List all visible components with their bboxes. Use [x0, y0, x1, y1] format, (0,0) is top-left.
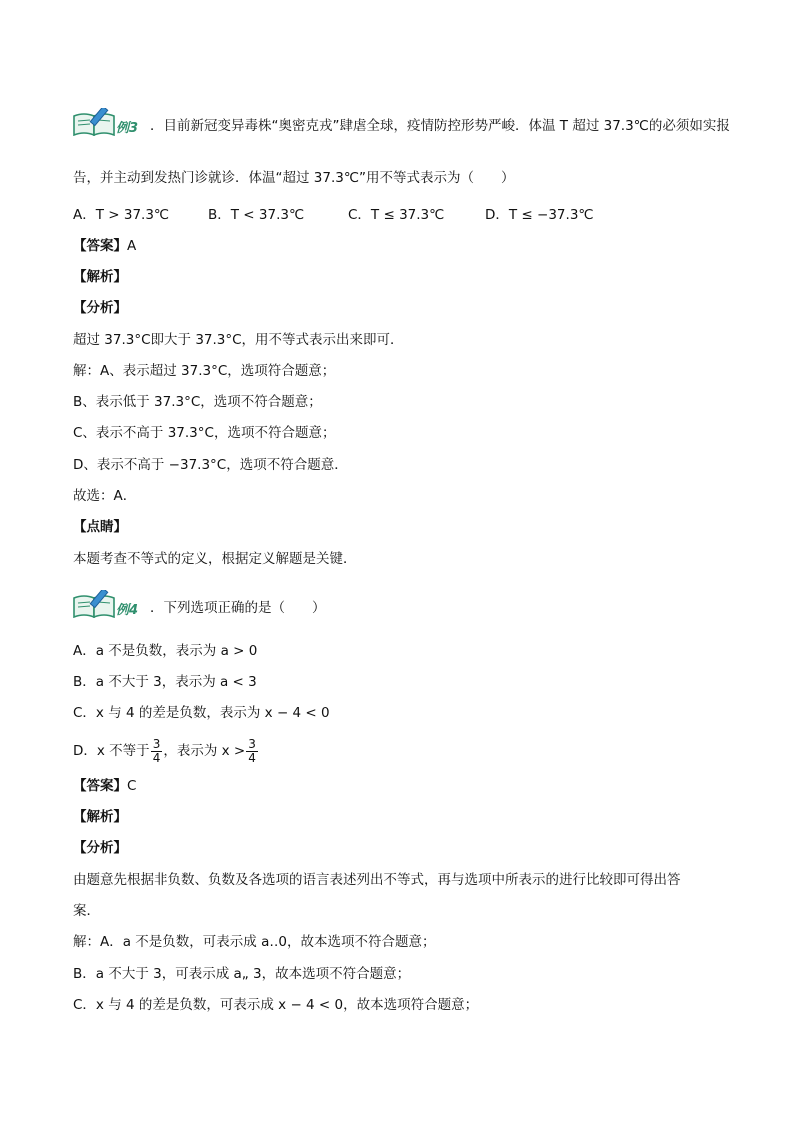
answer-line [73, 236, 136, 256]
fenxi-heading: 【分析】 [73, 840, 127, 856]
fraction-denominator: 4 [248, 750, 256, 765]
example-badge [72, 588, 139, 618]
analysis-heading: 【解析】 [73, 269, 127, 285]
solution-line: C、表示不高于 37.3°C，选项不符合题意； [73, 425, 336, 441]
fraction-numerator: 3 [248, 736, 256, 751]
dianjing-text: 本题考查不等式的定义，根据定义解题是关键． [73, 551, 357, 567]
solution-line: B．a 不大于 3，可表示成 a„ 3，故本选项不符合题意； [73, 966, 411, 982]
question-text: ．目前新冠变异毒株“奥密克戎”肆虐全球，疫情防控形势严峻．体温 T 超过 37.3℃的必须如实报 [150, 118, 730, 134]
option-c: C．x 与 4 的差是负数，表示为 x − 4 < 0 [73, 705, 330, 721]
example-number: 例4 [116, 603, 139, 618]
book-pencil-icon [72, 108, 118, 136]
fenxi-text-line2: 案． [73, 903, 100, 919]
book-pencil-icon [72, 590, 118, 618]
example-number: 例3 [116, 121, 139, 136]
dianjing-heading: 【点睛】 [73, 519, 127, 535]
option-b: B．T < 37.3℃ [208, 207, 305, 223]
option-c: C．T ≤ 37.3℃ [348, 207, 445, 223]
analysis-heading: 【解析】 [73, 809, 127, 825]
fraction-denominator: 4 [152, 750, 161, 765]
question-text: ．下列选项正确的是（ ） [150, 600, 326, 616]
option-a: A．T > 37.3℃ [73, 207, 170, 223]
answer-label: 【答案】 [73, 778, 127, 794]
solution-line: 解：A、表示超过 37.3°C，选项符合题意； [73, 363, 336, 379]
option-b: B．a 不大于 3，表示为 a < 3 [73, 674, 257, 690]
solution-line: 解：A．a 不是负数，可表示成 a‥0，故本选项不符合题意； [73, 934, 436, 950]
option-d-mid: ，表示为 x > [163, 743, 246, 759]
option-a: A．a 不是负数，表示为 a > 0 [73, 643, 258, 659]
answer-value: A [127, 238, 137, 254]
fenxi-text: 由题意先根据非负数、负数及各选项的语言表述列出不等式，再与选项中所表示的进行比较即可得出答 [73, 872, 681, 888]
example-3-header [72, 106, 730, 136]
solution-line: C．x 与 4 的差是负数，可表示成 x − 4 < 0，故本选项符合题意； [73, 997, 479, 1013]
answer-line [73, 776, 136, 796]
option-d-prefix: D．x 不等于 [73, 743, 150, 759]
example-badge [72, 106, 139, 136]
solution-line: 故选：A． [73, 488, 137, 504]
fenxi-heading: 【分析】 [73, 300, 127, 316]
fraction-numerator: 3 [152, 736, 161, 751]
fenxi-text: 超过 37.3°C即大于 37.3°C，用不等式表示出来即可． [73, 332, 404, 348]
option-d [73, 734, 259, 768]
fraction [151, 738, 163, 765]
solution-line: D、表示不高于 −37.3°C，选项不符合题意． [73, 457, 348, 473]
fraction [246, 738, 258, 765]
option-d: D．T ≤ −37.3℃ [485, 207, 594, 223]
solution-line: B、表示低于 37.3°C，选项不符合题意； [73, 394, 322, 410]
answer-value: C [127, 778, 137, 794]
example-4-header [72, 588, 326, 618]
answer-label: 【答案】 [73, 238, 127, 254]
question-text-line2: 告，并主动到发热门诊就诊．体温“超过 37.3℃”用不等式表示为（ ） [73, 170, 515, 186]
